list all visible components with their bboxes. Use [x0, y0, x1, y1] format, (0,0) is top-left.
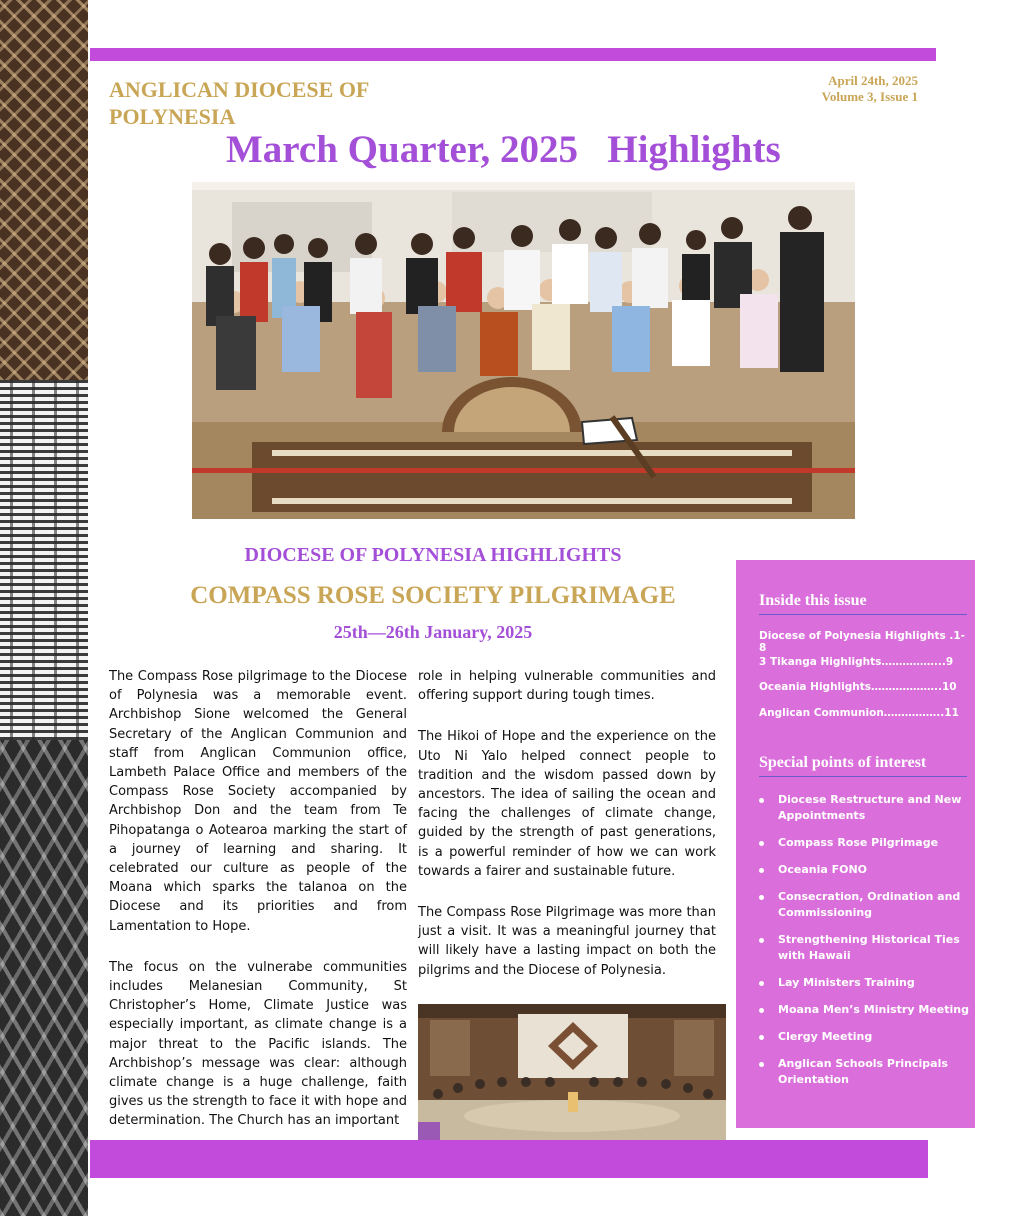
- point-item: [759, 1002, 969, 1018]
- tapa-pattern-top: [0, 0, 88, 380]
- points-heading: Special points of interest: [759, 754, 927, 771]
- point-item: [759, 1029, 969, 1045]
- sidebar: [736, 560, 975, 1128]
- bullet-icon: [759, 1008, 764, 1013]
- inside-issue-heading: Inside this issue: [759, 592, 867, 609]
- point-label: Oceania FONO: [778, 863, 868, 876]
- point-item: [759, 932, 969, 964]
- point-label: Anglican Schools Principals Orientation: [778, 1057, 948, 1086]
- points-list: [759, 792, 969, 1099]
- bottom-color-bar: [90, 1140, 928, 1178]
- point-label: Moana Men’s Ministry Meeting: [778, 1003, 969, 1016]
- point-label: Diocese Restructure and New Appointments: [778, 793, 962, 822]
- tapa-pattern-middle: [0, 380, 88, 740]
- sidebar-rule: [759, 614, 967, 615]
- point-item: [759, 975, 969, 991]
- bullet-icon: [759, 798, 764, 803]
- tapa-border: [0, 0, 88, 1216]
- tapa-pattern-bottom: [0, 740, 88, 1216]
- toc-item[interactable]: Diocese of Polynesia Highlights .1-8: [759, 630, 966, 654]
- article-paragraph: The focus on the vulnerabe communities includes Melanesian Community, St Christopher’s Home, Climate Justice was especially important, as climate change is a major threat to the Pacific islands. The Archbishop’s message was clear: although climate change is a huge challenge, faith gives us the strength to face it with hope and determination. The Church has an important: [109, 959, 407, 1129]
- toc-item[interactable]: Anglican Communion……………..11: [759, 706, 959, 719]
- toc-item[interactable]: Oceania Highlights………………..10: [759, 681, 957, 693]
- diocese-name: ANGLICAN DIOCESE OF POLYNESIA: [109, 77, 369, 129]
- point-label: Compass Rose Pilgrimage: [778, 836, 939, 849]
- group-photo-illustration: [192, 182, 855, 519]
- bullet-icon: [759, 895, 764, 900]
- point-item: [759, 889, 969, 921]
- ceremony-photo: [418, 1004, 726, 1140]
- bullet-icon: [759, 868, 764, 873]
- top-color-bar: [90, 48, 936, 61]
- section-heading: DIOCESE OF POLYNESIA HIGHLIGHTS: [244, 544, 622, 566]
- toc-item[interactable]: 3 Tikanga Highlights……………...9: [759, 655, 954, 668]
- issue-info: [822, 73, 918, 105]
- point-item: [759, 862, 969, 878]
- point-label: Lay Ministers Training: [778, 976, 915, 989]
- bullet-icon: [759, 938, 764, 943]
- article-paragraph: The Compass Rose Pilgrimage was more than just a visit. It was a meaningful journey that will likely have a lasting impact on both the pilgrims and the Diocese of Polynesia.: [418, 905, 716, 978]
- group-photo: [192, 182, 855, 519]
- issue-volume: Volume 3, Issue 1: [821, 89, 918, 104]
- article-column-2: [418, 667, 716, 1002]
- article-paragraph: The Compass Rose pilgrimage to the Diocese of Polynesia was a memorable event. Archbishop Sione welcomed the General Secretary of the Anglican Communion and staff from Anglican Communion office, Lambeth Palace Office and members of the Compass Rose Society accompanied by Archbishop Don and the team from Te Pihopatanga o Aotearoa marking the start of a journey of learning and sharing. It celebrated our culture as people of the Moana which sparks the talanoa on the Diocese and its priorities and from Lamentation to Hope.: [109, 669, 407, 934]
- point-label: Clergy Meeting: [778, 1030, 873, 1043]
- article-paragraph: The Hikoi of Hope and the experience on the Uto Ni Yalo helped connect people to tradition and the wisdom passed down by ancestors. The idea of sailing the ocean and facing the challenges of climate change, guided by the strength of past generations, is a powerful reminder of how we can work towards a fairer and sustainable future.: [418, 729, 716, 879]
- ceremony-photo-illustration: [418, 1004, 726, 1140]
- article-column-1: [109, 667, 407, 1153]
- table-of-contents: [759, 630, 969, 732]
- sidebar-rule: [759, 776, 967, 777]
- section-subheading: COMPASS ROSE SOCIETY PILGRIMAGE: [190, 582, 676, 609]
- point-label: Consecration, Ordination and Commissioning: [778, 890, 961, 919]
- bullet-icon: [759, 1035, 764, 1040]
- article-paragraph: role in helping vulnerable communities and offering support during tough times.: [418, 669, 716, 704]
- point-item: [759, 1056, 969, 1088]
- section-dates: 25th—26th January, 2025: [333, 622, 533, 642]
- bullet-icon: [759, 841, 764, 846]
- issue-date: April 24th, 2025: [828, 73, 918, 88]
- newsletter-title: March Quarter, 2025 Highlights: [226, 128, 781, 171]
- bullet-icon: [759, 981, 764, 986]
- point-item: [759, 792, 969, 824]
- point-label: Strengthening Historical Ties with Hawaii: [778, 933, 960, 962]
- point-item: [759, 835, 969, 851]
- bullet-icon: [759, 1062, 764, 1067]
